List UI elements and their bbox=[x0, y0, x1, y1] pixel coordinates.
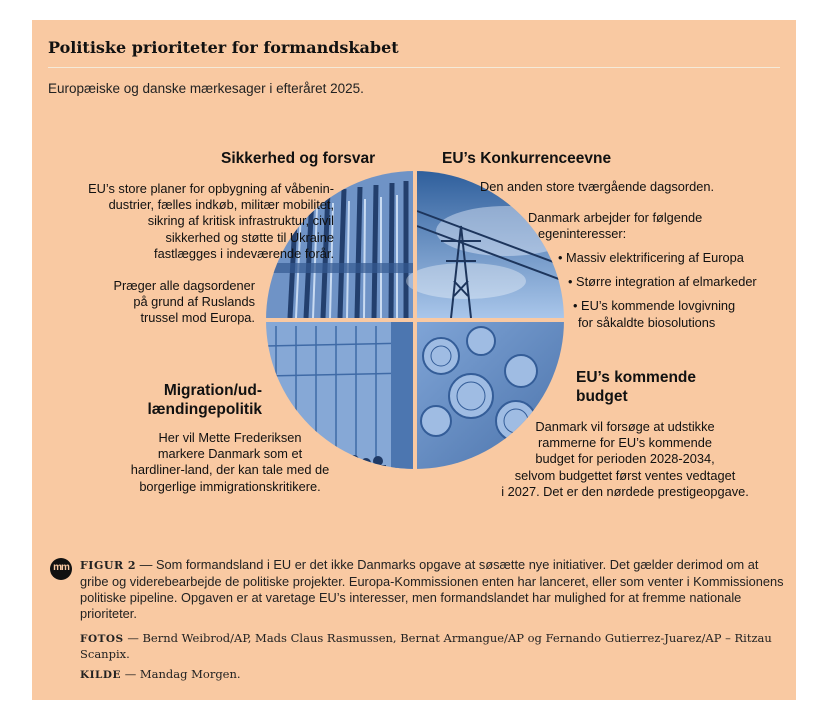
competitiveness-bullet-1: • Massiv elektrificering af Europa bbox=[558, 250, 744, 265]
infographic-card bbox=[32, 20, 796, 700]
competitiveness-intro bbox=[528, 210, 702, 242]
budget-description bbox=[480, 419, 770, 500]
security-line-3: sikring af kritisk infrastruktur, civil bbox=[147, 213, 334, 229]
budget-line-3: budget for perioden 2028-2034, bbox=[535, 451, 715, 467]
migration-line-2: markere Danmark som et bbox=[157, 446, 303, 462]
competitiveness-intro-line-2: egeninteresser: bbox=[538, 226, 627, 242]
migration-line-1: Her vil Mette Frederiksen bbox=[158, 430, 302, 445]
migration-heading-line-1: Migration/ud- bbox=[163, 382, 262, 399]
security-line-2: dustrier, fælles indkøb, militær mobilitet, bbox=[108, 197, 334, 213]
figure-caption: FIGUR 2 — Som formandsland i EU er det ikke Danmarks opgave at søsætte nye initiativer. Det gælder derimod om at gribe og viderebearbejde de politiske projekter. Europa-Kommissionen enten har lanceret, eller som venter i Kommissionens politiske pipeline. Opgaven er at varetage EU’s interesser, men formandslandet har mulighed for at fremme nationale prioriteter. bbox=[80, 557, 784, 621]
competitiveness-intro-line-1: Danmark arbejder for følgende bbox=[528, 210, 703, 225]
budget-line-4: selvom budgettet først ventes vedtaget bbox=[514, 467, 736, 483]
logo-text: mm bbox=[53, 562, 69, 573]
security-note-line-3: trussel mod Europa. bbox=[140, 310, 255, 326]
budget-heading bbox=[576, 368, 696, 406]
competitiveness-bullet-2: • Større integration af elmarkeder bbox=[568, 274, 757, 289]
photos-label: FOTOS bbox=[80, 633, 124, 645]
source-credit: KILDE — Mandag Morgen. bbox=[80, 667, 241, 681]
budget-heading-line-1: EU’s kommende bbox=[576, 369, 697, 386]
subtitle: Europæiske og danske mærkesager i efteråret 2025. bbox=[48, 81, 364, 96]
security-note-line-2: på grund af Ruslands bbox=[133, 294, 255, 310]
budget-line-5: i 2027. Det er den nørdede prestigeopgave. bbox=[501, 483, 749, 499]
security-line-5: fastlægges i indeværende forår. bbox=[154, 245, 334, 261]
competitiveness-bullet-3: • EU’s kommende lovgivning bbox=[573, 298, 736, 313]
migration-heading-line-2: lændingepolitik bbox=[147, 401, 262, 418]
figure-label: FIGUR 2 bbox=[80, 559, 137, 572]
security-line-4: sikkerhed og støtte til Ukraine bbox=[165, 229, 334, 245]
security-heading: Sikkerhed og forsvar bbox=[221, 150, 376, 167]
migration-line-3: hardliner-land, der kan tale med de bbox=[130, 462, 330, 478]
figure-text: Som formandsland i EU er det ikke Danmarks opgave at søsætte nye initiativer. Det gælder derimod om at gribe og viderebearbejde de politiske projekter. Europa-Kommissionen enten har lanceret, eller som venter i Kommissionens politiske pipeline. Opgaven er at varetage EU’s interesser, men formandslandet har mulighed for at fremme nationale prioriteter. bbox=[80, 557, 784, 621]
title-divider bbox=[48, 67, 780, 68]
mandag-morgen-logo bbox=[50, 558, 72, 580]
migration-line-4: borgerlige immigrationskritikere. bbox=[139, 478, 321, 494]
competitiveness-bullet-3-cont: for såkaldte biosolutions bbox=[578, 315, 716, 330]
photo-credits: FOTOS — Bernd Weibrod/AP, Mads Claus Rasmussen, Bernat Armangue/AP og Fernando Gutierrez-Juarez/AP – Ritzau Scanpix. bbox=[80, 631, 772, 661]
budget-heading-line-2: budget bbox=[576, 388, 628, 405]
security-note bbox=[35, 278, 255, 327]
budget-line-2: rammerne for EU’s kommende bbox=[537, 435, 712, 451]
source-label: KILDE bbox=[80, 669, 122, 681]
photos-text: Bernd Weibrod/AP, Mads Claus Rasmussen, Bernat Armangue/AP og Fernando Gutierrez-Juarez/AP – Ritzau Scanpix. bbox=[80, 631, 772, 661]
security-note-line-1: Præger alle dagsordener bbox=[113, 278, 255, 293]
migration-description bbox=[100, 430, 360, 495]
page-title: Politiske prioriteter for formandskabet bbox=[48, 38, 399, 57]
migration-heading bbox=[62, 381, 262, 419]
source-text: Mandag Morgen. bbox=[139, 667, 241, 681]
budget-line-1: Danmark vil forsøge at udstikke bbox=[535, 419, 715, 434]
security-line-1: EU’s store planer for opbygning af våbenin- bbox=[88, 181, 334, 196]
competitiveness-heading: EU’s Konkurrenceevne bbox=[442, 150, 612, 167]
security-description bbox=[34, 181, 334, 262]
competitiveness-line: Den anden store tværgående dagsorden. bbox=[480, 179, 715, 194]
